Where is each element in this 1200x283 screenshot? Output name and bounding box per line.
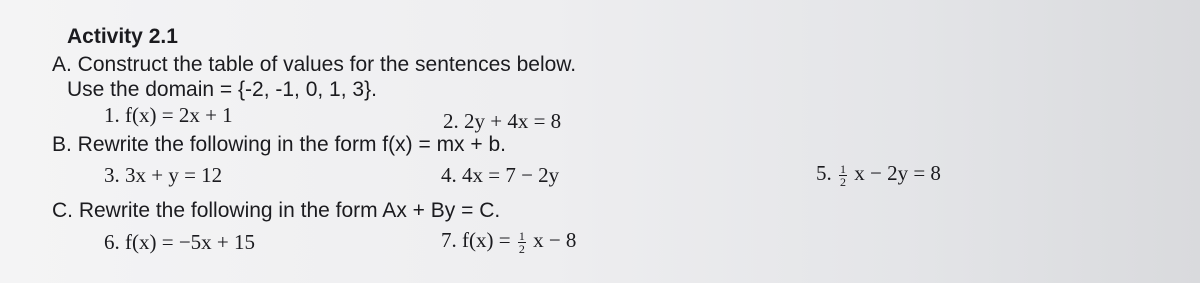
problem-7-fraction	[518, 230, 526, 255]
problem-6: 6. f(x) = −5x + 15	[104, 230, 256, 254]
activity-title: Activity 2.1	[67, 25, 178, 48]
problem-5-fraction-numerator: 1	[840, 161, 846, 176]
problem-5-prefix: 5.	[816, 161, 832, 185]
problem-1: 1. f(x) = 2x + 1	[104, 103, 233, 127]
section-a-heading: A. Construct the table of values for the sentences below.	[52, 53, 577, 76]
problem-2: 2. 2y + 4x = 8	[443, 109, 562, 133]
domain-text: Use the domain = {-2, -1, 0, 1, 3}.	[67, 78, 377, 101]
problem-7-prefix: 7. f(x) =	[441, 228, 511, 252]
problem-7-fraction-numerator: 1	[518, 228, 525, 243]
problem-5-fraction	[839, 163, 847, 188]
problem-3: 3. 3x + y = 12	[104, 163, 223, 187]
problem-7-fraction-denominator: 2	[518, 241, 525, 256]
problem-5-suffix: x − 2y = 8	[854, 161, 941, 185]
problem-7-suffix: x − 8	[533, 228, 577, 252]
problem-4: 4. 4x = 7 − 2y	[441, 163, 560, 187]
problem-5	[816, 161, 941, 188]
section-c-heading: C. Rewrite the following in the form Ax + By = C.	[52, 199, 501, 222]
section-b-heading: B. Rewrite the following in the form f(x) = mx + b.	[52, 133, 507, 156]
problem-7	[441, 228, 576, 255]
problem-5-fraction-denominator: 2	[840, 174, 846, 189]
